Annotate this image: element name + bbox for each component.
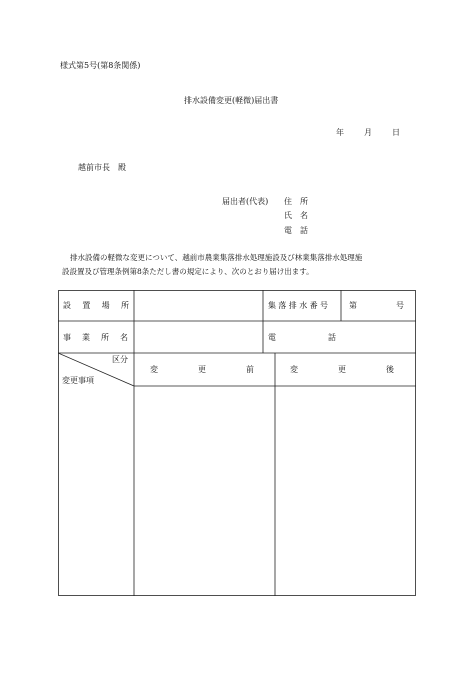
phone-label-char2: 話 <box>328 333 336 342</box>
applicant-address-label: 住 所 <box>284 197 308 206</box>
number-go-label: 号 <box>396 301 404 310</box>
document-title: 排水設備変更(軽微)届出書 <box>184 96 279 105</box>
number-dai-label: 第 <box>349 301 357 310</box>
location-label-char: 場 <box>101 301 110 310</box>
before-change-input-area[interactable] <box>136 388 273 594</box>
date-month: 月 <box>364 128 372 137</box>
addressee: 越前市長 殿 <box>78 163 126 172</box>
date-day: 日 <box>392 128 400 137</box>
category-label: 区分 <box>112 355 128 364</box>
body-line-2: 設設置及び管理条例第8条ただし書の規定により、次のとおり届け出ます。 <box>62 267 314 276</box>
location-label-char: 置 <box>82 301 91 310</box>
after-change-label: 変更後 <box>290 365 434 374</box>
form-number: 様式第5号(第8条関係) <box>60 61 141 70</box>
phone-label-char1: 電 <box>268 333 276 342</box>
change-item-input-area[interactable] <box>60 388 132 594</box>
body-paragraph <box>62 251 422 279</box>
notification-form-table <box>58 290 434 596</box>
applicant-name-label: 氏 名 <box>284 211 308 220</box>
location-value-cell[interactable] <box>136 292 261 319</box>
after-change-input-area[interactable] <box>277 388 414 594</box>
business-name-value-cell[interactable] <box>136 323 261 351</box>
change-item-label: 変更事項 <box>62 376 94 385</box>
drainage-number-label: 集落排水番号 <box>268 301 331 310</box>
applicant-label: 届出者(代表) <box>222 197 269 206</box>
location-label <box>63 302 129 310</box>
applicant-phone-label: 電 話 <box>284 226 308 235</box>
body-line-1: 排水設備の軽微な変更について、越前市農業集落排水処理施設及び林業集落排水処理施 <box>70 253 363 262</box>
location-label-char: 所 <box>120 301 129 310</box>
date-year: 年 <box>336 128 344 137</box>
business-name-label: 事業所名 <box>63 333 139 342</box>
phone-value-cell[interactable] <box>343 323 414 351</box>
before-change-label: 変更前 <box>150 365 294 374</box>
location-label-char: 設 <box>63 301 71 310</box>
